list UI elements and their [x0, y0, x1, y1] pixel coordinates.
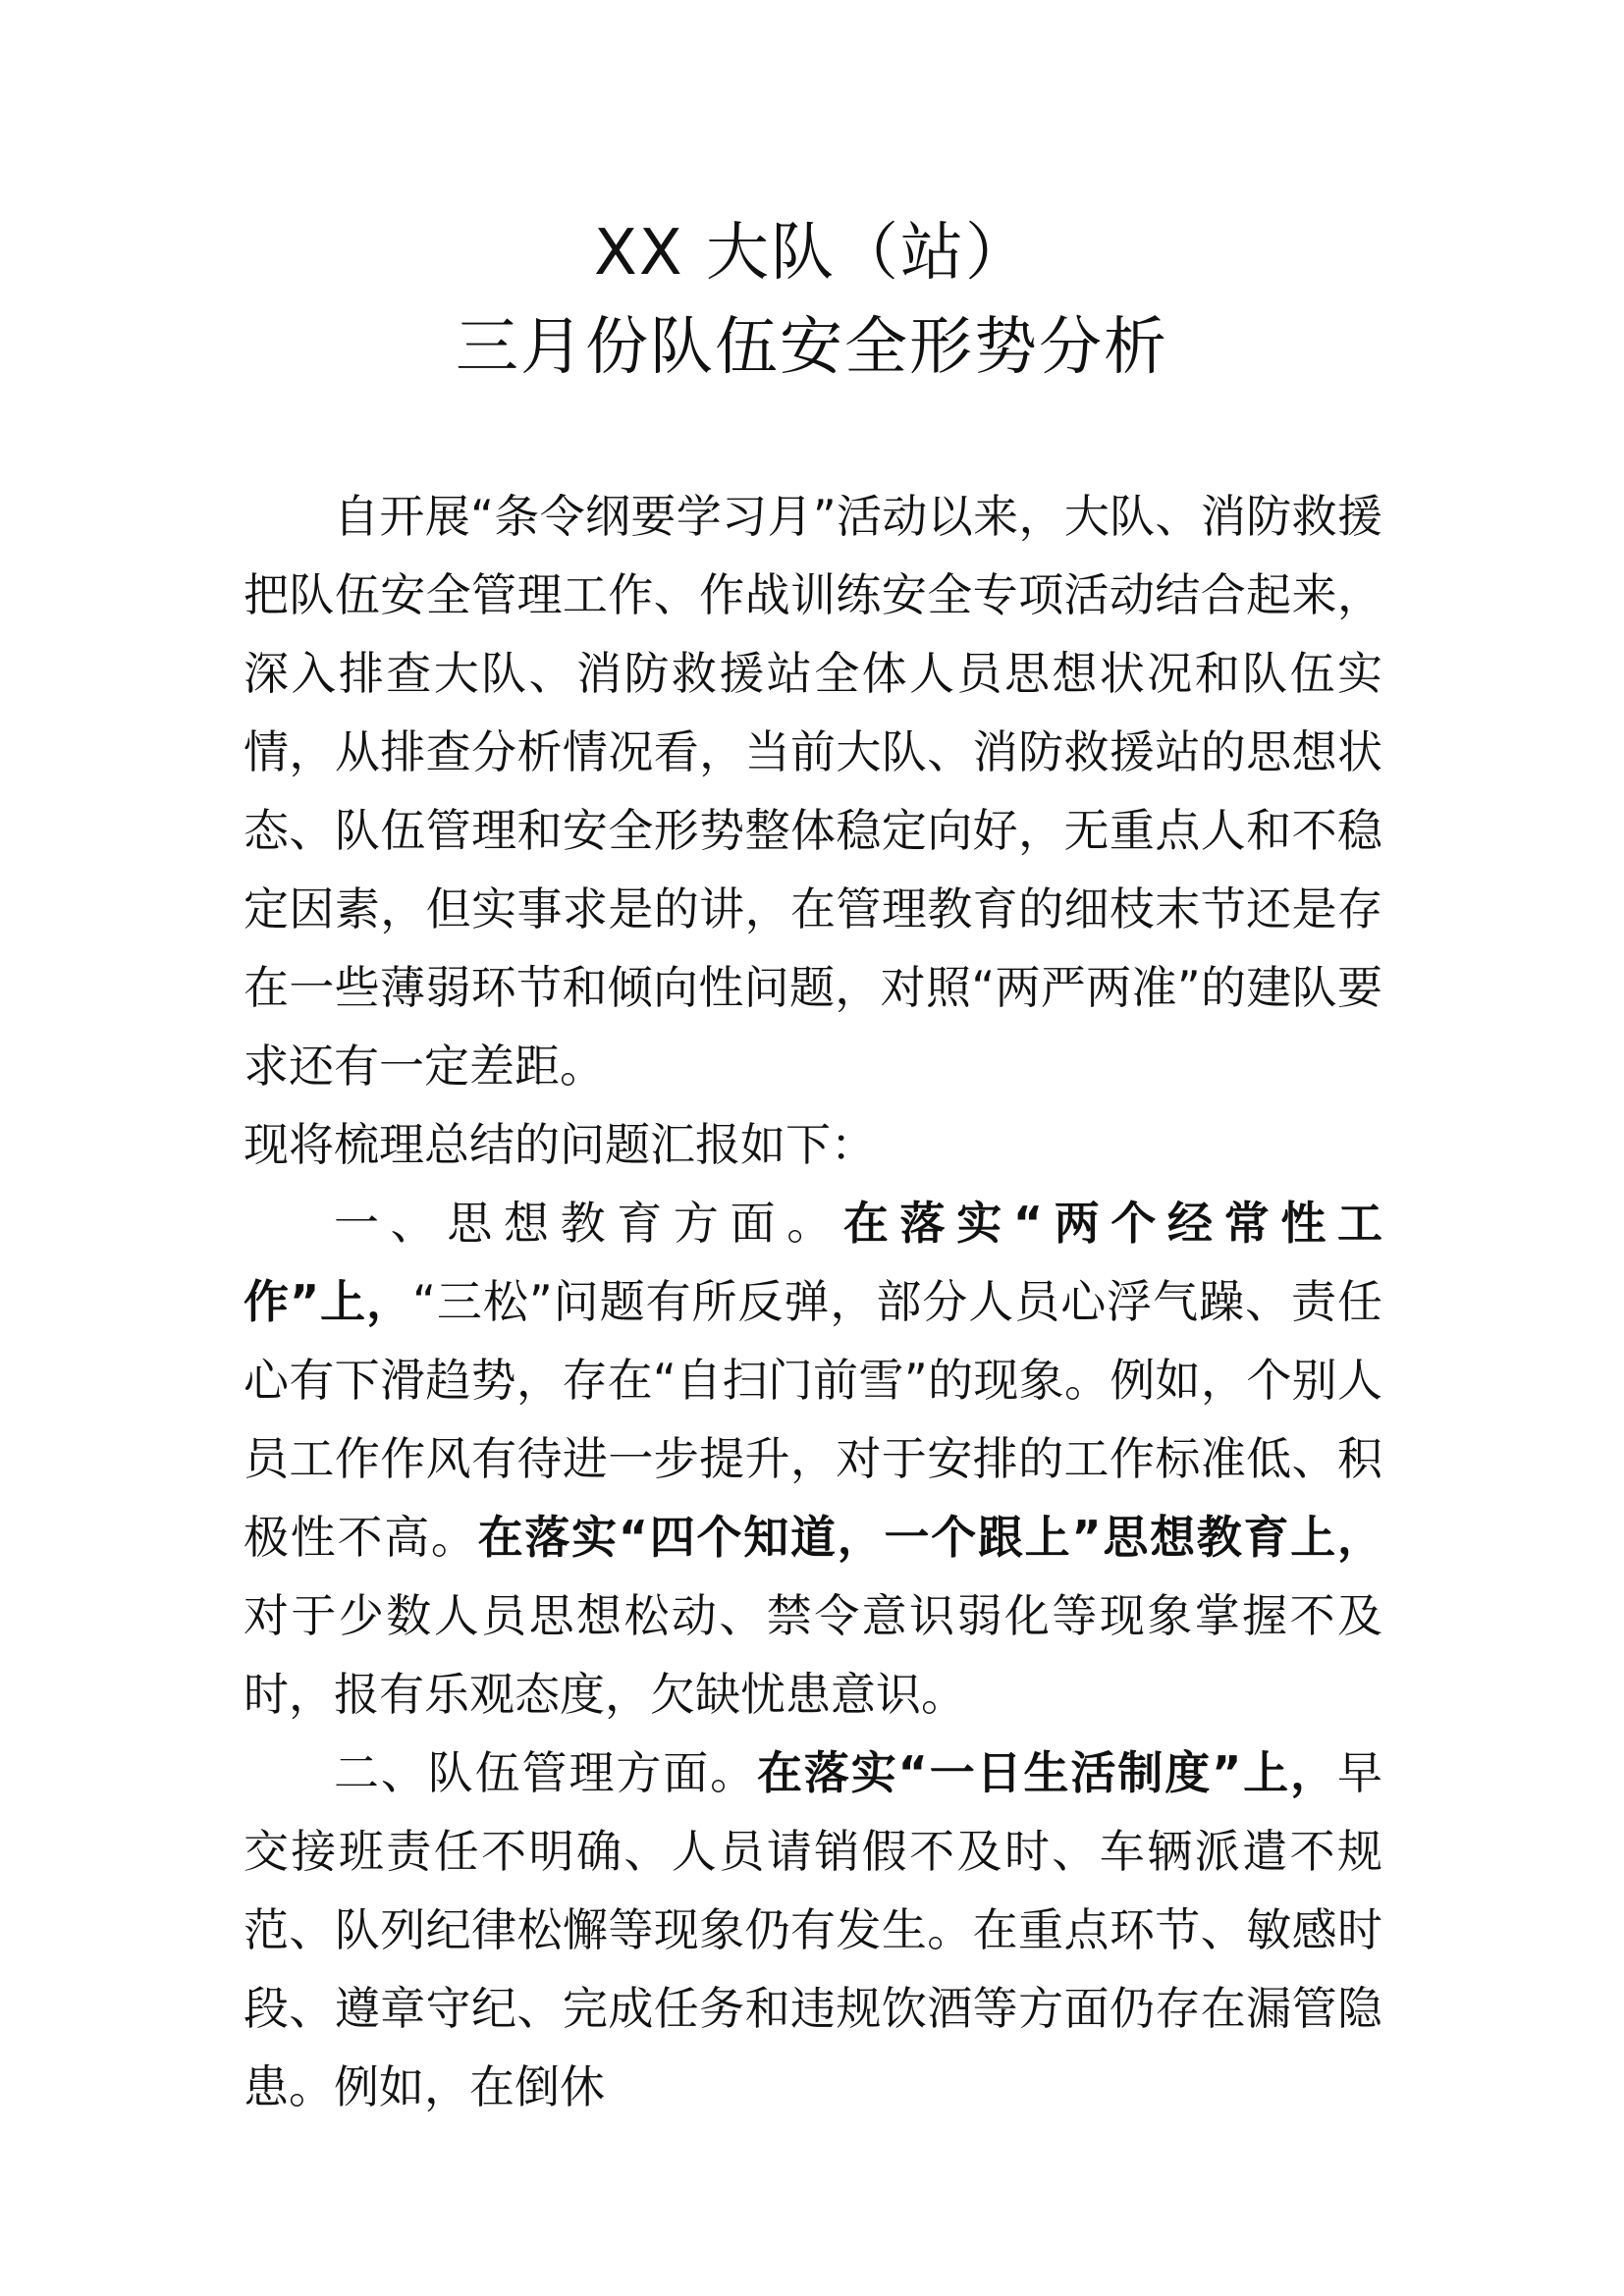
- text-segment: 对于少数人员思想松动、禁令意识弱化等现象掌握不及时，报有乐观态度，欠缺忧患意识。: [244, 1589, 1382, 1721]
- document-title: [0, 206, 1624, 395]
- text-segment: “三松”问题有所反弹，部分人员心浮气躁、责任心有下滑趋势，存在“自扫门前雪”的现象。例如，个别人员工作作风有待进一步提升，对于安排的工作标准低、积极性不高。: [244, 1275, 1382, 1564]
- text-segment: 二、队伍管理方面。: [334, 1746, 757, 1799]
- text-segment: 早交接班责任不明确、人员请销假不及时、车辆派遣不规范、队列纪律松懈等现象仍有发生。在重点环节、敏感时段、遵章守纪、完成任务和违规饮酒等方面仍存在漏管隐患。例如，在倒休: [244, 1746, 1383, 2113]
- bold-phrase: 在落实“一日生活制度”上，: [757, 1746, 1338, 1799]
- text-segment: 一、思想教育方面。: [334, 1197, 843, 1250]
- paragraph: [244, 477, 1382, 1105]
- paragraph: [244, 1105, 1382, 1184]
- document-body: [244, 477, 1382, 2126]
- paragraph: [244, 1734, 1382, 2126]
- bold-phrase: 在落实“四个知道，一个跟上”思想教育上，: [477, 1511, 1382, 1564]
- bold-phrase: 在落实“两个经常性工作”上，: [244, 1197, 1383, 1328]
- title-line-1: XX 大队（站）: [593, 217, 1031, 290]
- paragraph: [244, 1184, 1382, 1734]
- title-line-2: 三月份队伍安全形势分析: [456, 311, 1168, 384]
- text-segment: 现将梳理总结的问题汇报如下：: [244, 1118, 876, 1171]
- text-segment: 自开展“条令纲要学习月”活动以来，大队、消防救援把队伍安全管理工作、作战训练安全专项活动结合起来，深入排查大队、消防救援站全体人员思想状况和队伍实情，从排查分析情况看，当前大队、消防救援站的思想状态、队伍管理和安全形势整体稳定向好，无重点人和不稳定因素，但实事求是的讲，在管理教育的细枝末节还是存在一些薄弱环节和倾向性问题，对照“两严两准”的建队要求还有一定差距。: [244, 490, 1382, 1093]
